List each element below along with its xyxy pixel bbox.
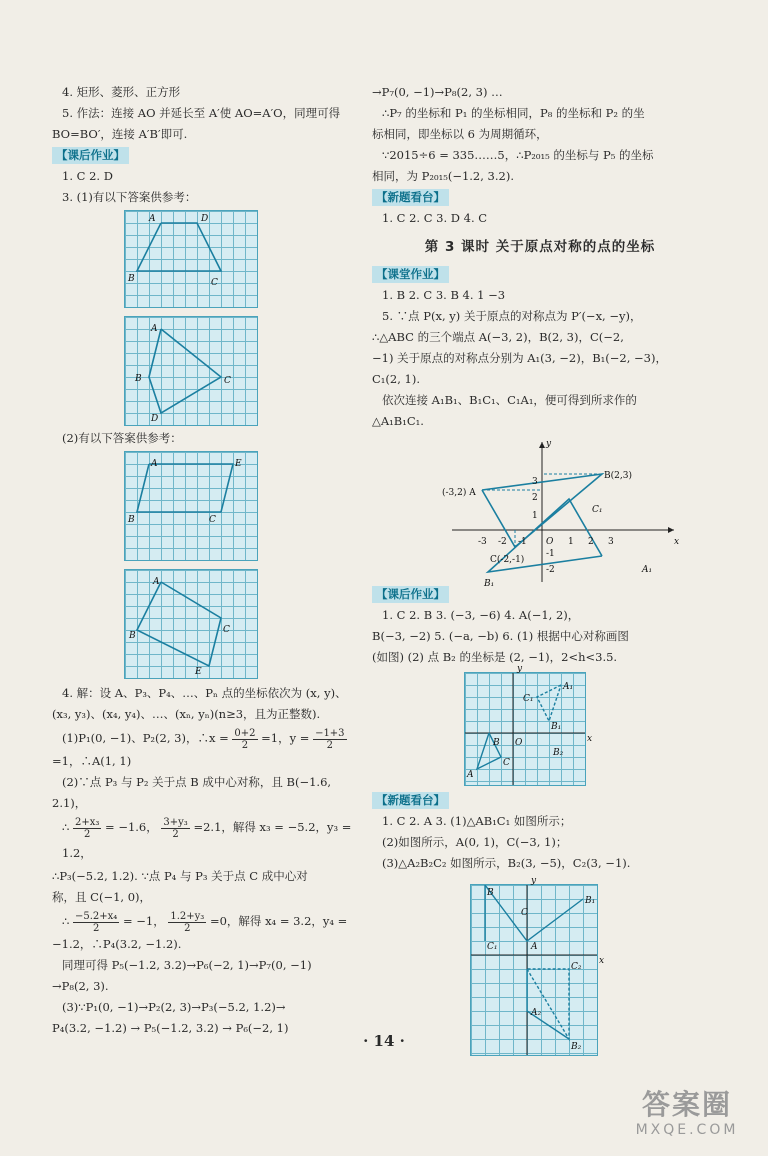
kite-shape [125, 317, 257, 425]
vertex-label: C [224, 376, 231, 386]
fraction-denominator: 2 [184, 922, 191, 934]
vertex-label: D [201, 214, 209, 224]
point-label: A [467, 770, 474, 780]
answer-line: ∵2015÷6 = 335……5，∴P₂₀₁₅ 的坐标与 P₅ 的坐标 [382, 148, 654, 162]
point-label: C₂ [571, 962, 582, 972]
fraction-denominator: 2 [92, 922, 100, 934]
answer-line: ∴P₇ 的坐标和 P₁ 的坐标相同，P₈ 的坐标和 P₂ 的坐 [382, 106, 645, 120]
vertex-label: B [128, 515, 135, 525]
point-label: A [531, 942, 538, 952]
point-label: (-3,2) A [442, 488, 476, 498]
fraction-denominator: 2 [241, 739, 249, 751]
axis-label: x [587, 734, 593, 744]
answer-line: 4. 矩形、菱形、正方形 [62, 85, 181, 99]
fraction [161, 817, 189, 840]
point-label: A₁ [563, 682, 574, 692]
answer-line: (如图) (2) 点 B₂ 的坐标是 (2, −1)，2<h<3.5. [372, 650, 618, 664]
grid-figure-4 [124, 569, 258, 679]
text-fragment: ∴ [62, 914, 70, 928]
answer-line: △A₁B₁C₁. [372, 414, 424, 428]
answer-line: 1. C 2. D [62, 169, 113, 183]
point-label: C [521, 908, 528, 918]
fraction [232, 728, 257, 751]
answer-line: 1. C 2. A 3. (1)△AB₁C₁ 如图所示； [382, 814, 572, 828]
tick-label: -3 [478, 537, 487, 547]
axis-label: y [531, 876, 537, 886]
tick-label: 1 [568, 537, 574, 547]
point-label: B₂ [571, 1042, 582, 1052]
answer-line: 1. C 2. B 3. (−3, −6) 4. A(−1, 2)， [382, 608, 580, 622]
point-label: B [493, 738, 500, 748]
answer-line: P₄(3.2, −1.2) → P₅(−1.2, 3.2) → P₆(−2, 1) [52, 1021, 289, 1035]
grid-figure-3 [124, 451, 258, 561]
trapezoid-shape [125, 211, 257, 307]
fraction-numerator: −5.2+x₄ [74, 910, 118, 922]
vertex-label: A [151, 459, 158, 469]
vertex-label: C [223, 625, 230, 635]
tick-label: 2 [588, 537, 594, 547]
lesson-title: 第 3 课时 关于原点对称的点的坐标 [424, 239, 656, 255]
tick-label: 1 [532, 511, 538, 521]
fraction [313, 728, 346, 751]
point-label: B₁ [484, 579, 495, 589]
answer-line: =1，∴A(1, 1) [52, 754, 132, 768]
answer-line: −1) 关于原点的对称点分别为 A₁(3, −2)，B₁(−2, −3)， [372, 351, 667, 365]
fraction-denominator: 2 [83, 828, 91, 840]
answer-line: →P₇(0, −1)→P₈(2, 3) … [372, 85, 503, 99]
point-label: B₁ [585, 896, 596, 906]
section-heading: 【课堂作业】 [372, 266, 449, 283]
answer-line: 2.1)， [52, 796, 87, 810]
tick-label: 3 [532, 477, 538, 487]
vertex-label: B [135, 374, 142, 384]
text-fragment: =0，解得 x₄ = 3.2，y₄ = [209, 914, 348, 928]
answer-line: ∴P₃(−5.2, 1.2). ∵点 P₄ 与 P₃ 关于点 C 成中心对 [52, 869, 308, 883]
answer-line: C₁(2, 1). [372, 372, 420, 386]
answer-line: 3. (1)有以下答案供参考： [62, 190, 197, 204]
fraction-numerator: −1+3 [315, 727, 345, 739]
answer-line: (2)有以下答案供参考： [62, 431, 182, 445]
answer-line: (3)∵P₁(0, −1)→P₂(2, 3)→P₃(−5.2, 1.2)→ [62, 1000, 286, 1014]
answer-line: 依次连接 A₁B₁、B₁C₁、C₁A₁，便可得到所求作的 [382, 393, 637, 407]
watermark-logo [612, 1088, 762, 1138]
point-label: C [503, 758, 510, 768]
page-number: · 14 · [363, 1032, 405, 1050]
answer-line: 称，且 C(−1, 0)， [52, 890, 152, 904]
axis-label: y [517, 664, 523, 674]
right-column [372, 82, 708, 1056]
section-heading: 【新题看台】 [372, 189, 449, 206]
grid-figure-7 [470, 876, 605, 1056]
vertex-label: B [129, 631, 136, 641]
fraction-numerator: 0+2 [234, 727, 256, 739]
answer-line [52, 725, 368, 751]
axis-label: y [546, 439, 552, 449]
vertex-label: A [149, 214, 156, 224]
answer-line: 相同，为 P₂₀₁₅(−1.2, 3.2). [372, 169, 514, 183]
grid-figure-2 [124, 316, 258, 426]
fraction-numerator: 2+x₃ [74, 816, 100, 828]
vertex-label: A [153, 577, 160, 587]
point-label: C₁ [487, 942, 498, 952]
fraction [168, 911, 206, 934]
left-column [52, 82, 368, 1039]
answer-line: (3)△A₂B₂C₂ 如图所示，B₂(3, −5)，C₂(3, −1). [382, 856, 631, 870]
tick-label: -1 [518, 537, 527, 547]
answer-line [52, 814, 368, 866]
fraction-numerator: 3+y₃ [163, 816, 188, 828]
watermark-text: 答案圈 [641, 1088, 732, 1121]
point-label: A₁ [642, 565, 653, 575]
answer-line: 标相同，即坐标以 6 为周期循环， [372, 127, 548, 141]
fraction [73, 817, 101, 840]
answer-line: 同理可得 P₅(−1.2, 3.2)→P₆(−2, 1)→P₇(0, −1) [62, 958, 312, 972]
text-fragment: = −1， [122, 914, 165, 928]
grid-figure-6 [464, 664, 593, 786]
point-label: C₁ [523, 694, 534, 704]
vertex-label: A [151, 324, 158, 334]
coordinate-figure [442, 434, 682, 589]
answer-line: −1.2，∴P₄(3.2, −1.2). [52, 937, 182, 951]
vertex-label: C [209, 515, 216, 525]
point-label: C(-2,-1) [490, 555, 525, 565]
point-label: B(2,3) [604, 471, 632, 481]
rectangle-shape [125, 570, 257, 678]
answer-line: ∴△ABC 的三个端点 A(−3, 2)，B(2, 3)，C(−2, [372, 330, 624, 344]
answer-line: B(−3, −2) 5. (−a, −b) 6. (1) 根据中心对称画图 [372, 629, 629, 643]
answer-line: (2)如图所示，A(0, 1)，C(−3, 1)； [382, 835, 568, 849]
fraction [73, 911, 119, 934]
answer-line: 4. 解：设 A、P₃、P₄、…、Pₙ 点的坐标依次为 (x, y)、 [62, 686, 347, 700]
answer-line: (x₃, y₃)、(x₄, y₄)、…、(xₙ, yₙ)(n≥3，且为正整数). [52, 707, 321, 721]
point-label: C₁ [592, 505, 603, 515]
point-label: B₁ [551, 722, 562, 732]
text-fragment: ∴ [62, 820, 70, 834]
answer-line: BO=BO′，连接 A′B′即可. [52, 127, 188, 141]
vertex-label: E [195, 667, 202, 677]
fraction-numerator: 1.2+y₃ [170, 910, 205, 922]
answer-line: 5. ∵点 P(x, y) 关于原点的对称点为 P′(−x, −y)， [382, 309, 642, 323]
text-fragment: =1，y = [261, 731, 310, 745]
tick-label: 2 [532, 493, 538, 503]
answer-line: 1. B 2. C 3. B 4. 1 −3 [382, 288, 506, 302]
point-label: B [487, 888, 494, 898]
vertex-label: E [235, 459, 242, 469]
tick-label: -2 [546, 565, 555, 575]
fraction-denominator: 2 [172, 828, 179, 840]
section-heading: 【课后作业】 [372, 586, 449, 603]
answer-line: →P₈(2, 3). [52, 979, 109, 993]
tick-label: -1 [546, 549, 555, 559]
tick-label: 3 [608, 537, 614, 547]
answer-line: 1. C 2. C 3. D 4. C [382, 211, 488, 225]
answer-line: 5. 作法：连接 AO 并延长至 A′使 AO=A′O，同理可得 [62, 106, 341, 120]
text-fragment: = −1.6， [105, 820, 158, 834]
axis-label: x [674, 537, 680, 547]
point-label: B₂ [553, 748, 564, 758]
fraction-denominator: 2 [326, 739, 333, 751]
point-label: A₂ [531, 1008, 542, 1018]
vertex-label: B [128, 274, 135, 284]
vertex-label: C [211, 278, 218, 288]
grid-figure-1 [124, 210, 258, 308]
vertex-label: D [151, 414, 159, 424]
text-fragment: =2.1，解得 x₃ = −5.2，y₃ = 1.2， [62, 820, 352, 860]
point-label: O [515, 738, 523, 748]
text-fragment: (1)P₁(0, −1)、P₂(2, 3)，∴x = [62, 731, 229, 745]
tick-label: -2 [498, 537, 507, 547]
axis-label: x [599, 956, 605, 966]
section-heading: 【新题看台】 [372, 792, 449, 809]
section-heading: 【课后作业】 [52, 147, 129, 164]
watermark-url: MXQE.COM [635, 1122, 739, 1138]
tick-label: O [546, 537, 554, 547]
answer-line [52, 908, 368, 934]
answer-line: (2)∵点 P₃ 与 P₂ 关于点 B 成中心对称，且 B(−1.6, [62, 775, 332, 789]
